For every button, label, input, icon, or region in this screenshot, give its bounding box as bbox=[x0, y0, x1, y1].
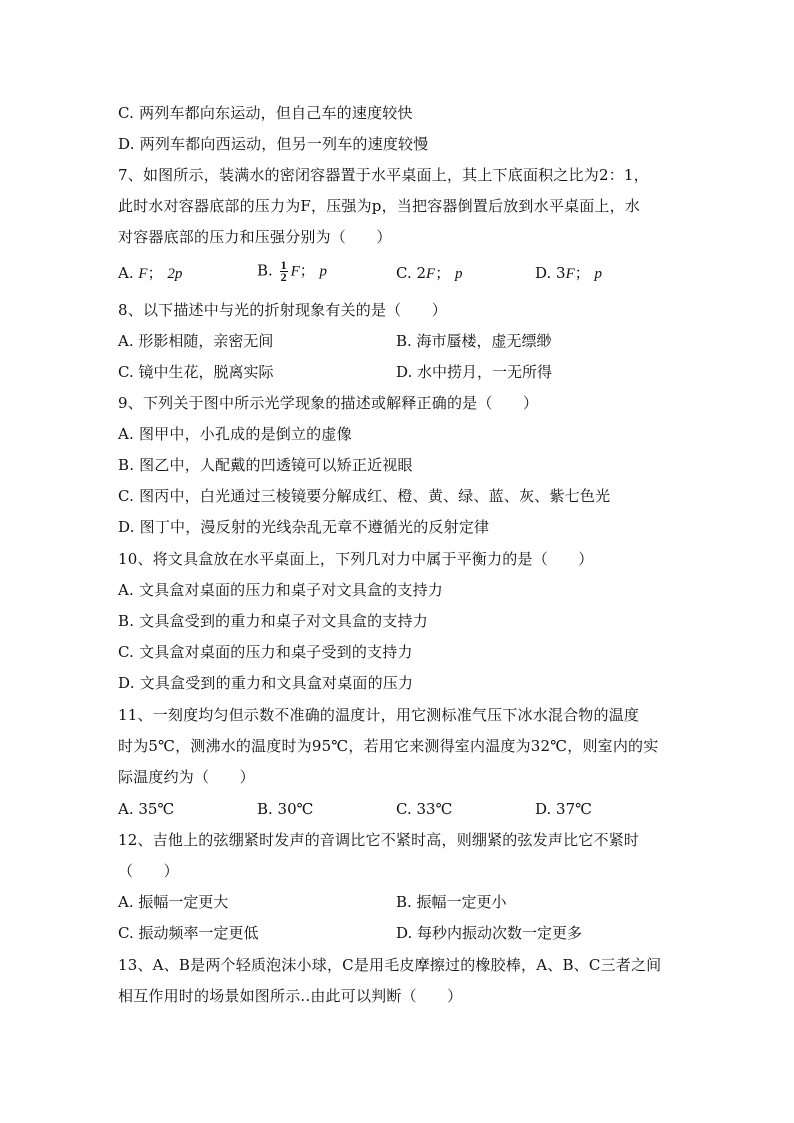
q11-option-c: C. 33℃ bbox=[396, 800, 453, 818]
q12-stem-line-2: （ ） bbox=[118, 862, 179, 880]
q10-option-c: C. 文具盒对桌面的压力和桌子受到的支持力 bbox=[118, 643, 413, 661]
q13-stem-line-1: 13、A、B是两个轻质泡沫小球，C是用毛皮摩擦过的橡胶棒，A、B、C三者之间 bbox=[118, 956, 662, 974]
q13-stem-line-2: 相互作用时的场景如图所示..由此可以判断（ ） bbox=[118, 987, 463, 1005]
q10-option-d: D. 文具盒受到的重力和文具盒对桌面的压力 bbox=[118, 674, 414, 692]
q12-stem-line-1: 12、吉他上的弦绷紧时发声的音调比它不紧时高，则绷紧的弦发声比它不紧时 bbox=[118, 831, 640, 849]
fraction-one-half: $\frac{1}{2}$ bbox=[280, 258, 287, 284]
q7-option-c: C. 2F； p bbox=[396, 264, 463, 282]
q10-option-b: B. 文具盒受到的重力和桌子对文具盒的支持力 bbox=[118, 612, 428, 630]
q11-option-b: B. 30℃ bbox=[257, 800, 314, 818]
q7-option-a: A. F； 2p bbox=[118, 264, 183, 282]
q12-option-b: B. 振幅一定更小 bbox=[396, 893, 507, 911]
q6-option-d: D. 两列车都向西运动，但另一列车的速度较慢 bbox=[118, 135, 429, 153]
q12-option-a: A. 振幅一定更大 bbox=[118, 893, 229, 911]
q12-option-d: D. 每秒内振动次数一定更多 bbox=[396, 924, 583, 942]
q8-stem: 8、以下描述中与光的折射现象有关的是（ ） bbox=[118, 301, 447, 319]
q11-stem-line-3: 际温度约为（ ） bbox=[118, 768, 255, 786]
q11-option-d: D. 37℃ bbox=[535, 800, 592, 818]
q7-option-b: B. $\frac{1}{2}$ F； p bbox=[257, 258, 328, 284]
q11-option-a: A. 35℃ bbox=[118, 800, 175, 818]
q8-option-c: C. 镜中生花，脱离实际 bbox=[118, 363, 274, 381]
q7-stem-line-2: 此时水对容器底部的压力为F，压强为p，当把容器倒置后放到水平桌面上，水 bbox=[118, 197, 641, 215]
q12-option-c: C. 振动频率一定更低 bbox=[118, 924, 259, 942]
q10-option-a: A. 文具盒对桌面的压力和桌子对文具盒的支持力 bbox=[118, 581, 443, 599]
q11-stem-line-1: 11、一刻度均匀但示数不准确的温度计，用它测标准气压下冰水混合物的温度 bbox=[118, 706, 640, 724]
q9-option-a: A. 图甲中，小孔成的是倒立的虚像 bbox=[118, 425, 352, 443]
q9-option-b: B. 图乙中，人配戴的凹透镜可以矫正近视眼 bbox=[118, 456, 413, 474]
q8-option-d: D. 水中捞月，一无所得 bbox=[396, 363, 553, 381]
q9-stem: 9、下列关于图中所示光学现象的描述或解释正确的是（ ） bbox=[118, 394, 539, 412]
q7-stem-line-3: 对容器底部的压力和压强分别为（ ） bbox=[118, 228, 392, 246]
q7-stem-line-1: 7、如图所示，装满水的密闭容器置于水平桌面上，其上下底面积之比为2：1， bbox=[118, 166, 649, 184]
q6-option-c: C. 两列车都向东运动，但自己车的速度较快 bbox=[118, 104, 413, 122]
q8-option-a: A. 形影相随，亲密无间 bbox=[118, 332, 274, 350]
q9-option-d: D. 图丁中，漫反射的光线杂乱无章不遵循光的反射定律 bbox=[118, 518, 490, 536]
q7-option-d: D. 3F； p bbox=[535, 264, 603, 282]
q9-option-c: C. 图丙中，白光通过三棱镜要分解成红、橙、黄、绿、蓝、灰、紫七色光 bbox=[118, 487, 611, 505]
q10-stem: 10、将文具盒放在水平桌面上，下列几对力中属于平衡力的是（ ） bbox=[118, 550, 594, 568]
q11-stem-line-2: 时为5℃，测沸水的温度时为95℃，若用它来测得室内温度为32℃，则室内的实 bbox=[118, 737, 659, 755]
q8-option-b: B. 海市蜃楼，虚无缥缈 bbox=[396, 332, 552, 350]
